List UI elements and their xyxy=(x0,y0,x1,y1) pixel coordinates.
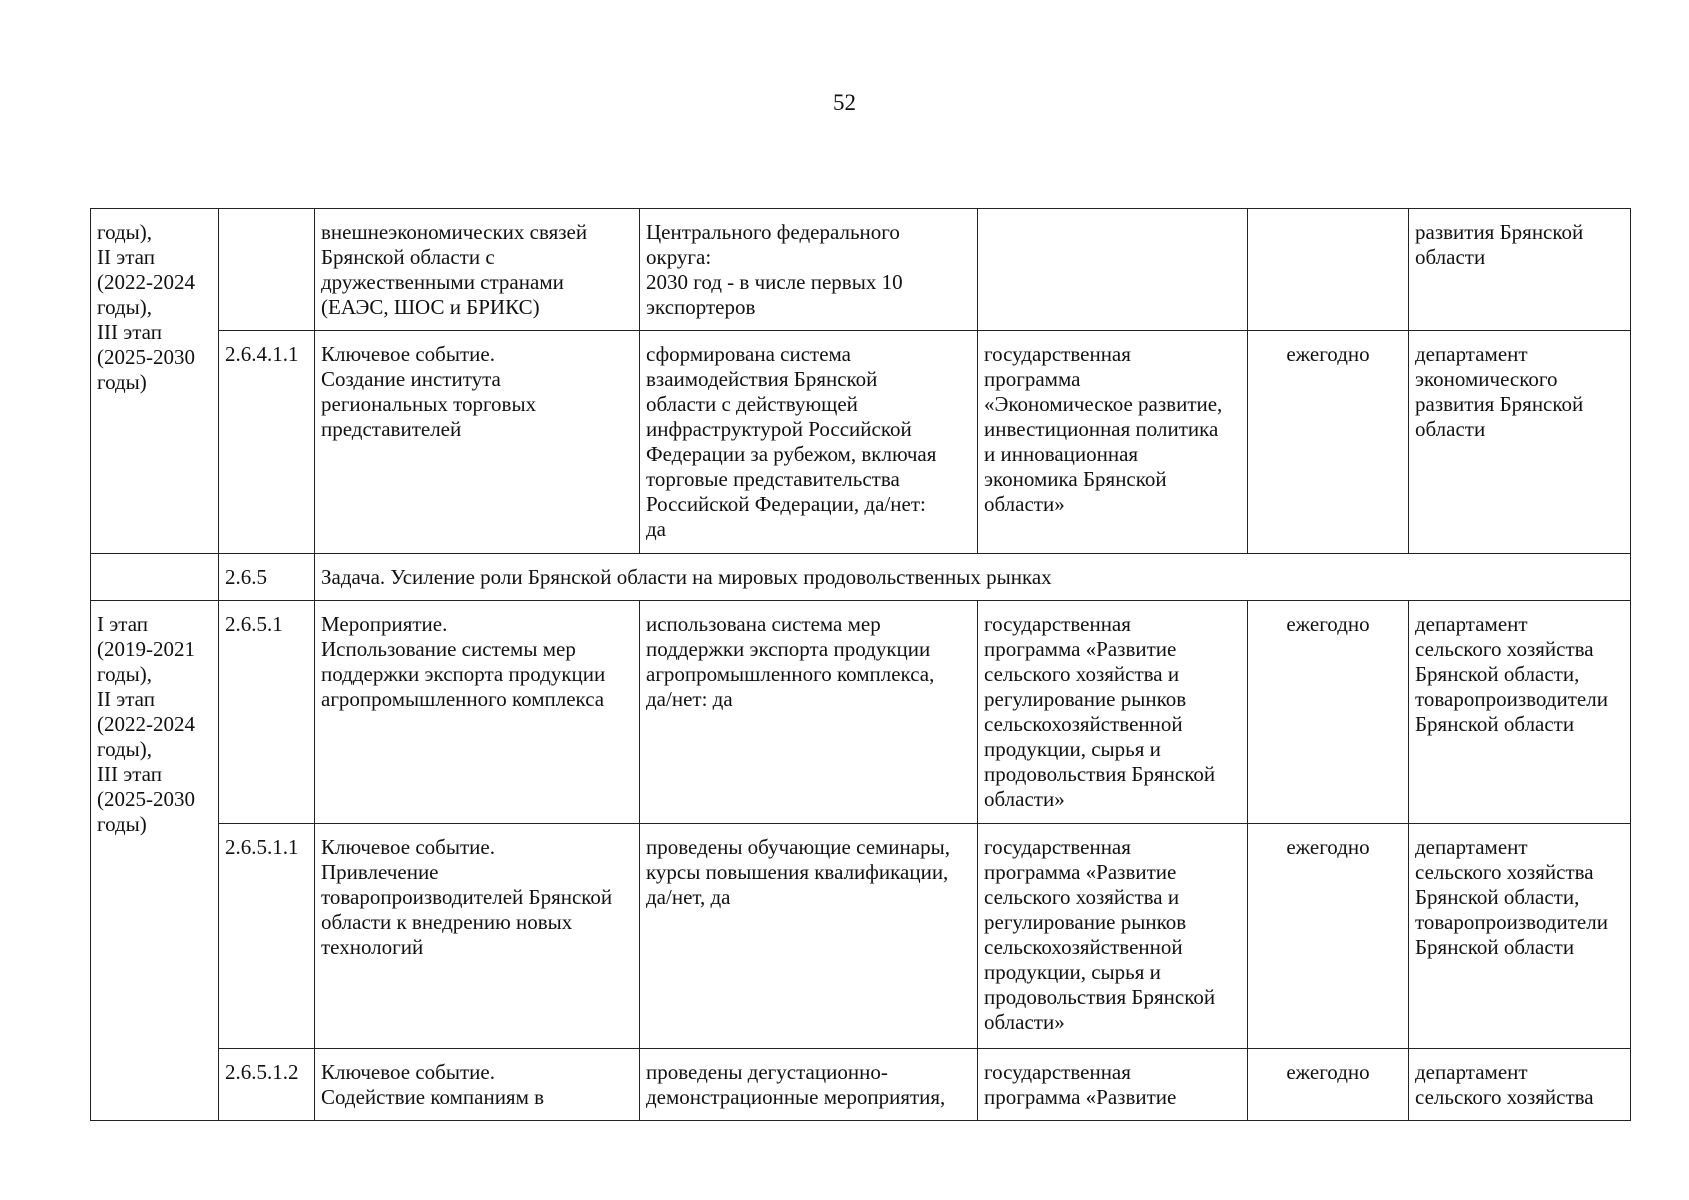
term-cell: ежегодно xyxy=(1248,331,1409,554)
term-cell: ежегодно xyxy=(1248,824,1409,1049)
task-text: Задача. Усиление роли Брянской области на мировых продовольственных рынках xyxy=(315,554,1631,601)
table-row xyxy=(91,824,1631,1049)
executor-cell: департамент сельского хозяйства Брянской области, товаропроизводители Брянской области xyxy=(1409,824,1631,1049)
plan-table xyxy=(90,208,1631,1121)
executor-cell: департамент экономического развития Брянской области xyxy=(1409,331,1631,554)
indicator-cell: использована система мер поддержки экспорта продукции агропромышленного комплекса, да/нет: да xyxy=(640,601,978,824)
executor-cell: департамент сельского хозяйства xyxy=(1409,1049,1631,1121)
name-cell: Ключевое событие. Содействие компаниям в xyxy=(315,1049,640,1121)
code-cell: 2.6.5.1.2 xyxy=(219,1049,315,1121)
indicator-cell: проведены дегустационно- демонстрационные мероприятия, xyxy=(640,1049,978,1121)
program-cell xyxy=(978,209,1248,331)
code-cell: 2.6.4.1.1 xyxy=(219,331,315,554)
name-cell: Мероприятие. Использование системы мер поддержки экспорта продукции агропромышленного комплекса xyxy=(315,601,640,824)
stage-cell: I этап (2019-2021 годы), II этап (2022-2024 годы), III этап (2025-2030 годы) xyxy=(91,601,219,1121)
table-row xyxy=(91,209,1631,331)
code-cell: 2.6.5 xyxy=(219,554,315,601)
code-cell xyxy=(219,209,315,331)
term-cell: ежегодно xyxy=(1248,601,1409,824)
program-cell: государственная программа «Развитие xyxy=(978,1049,1248,1121)
task-row xyxy=(91,554,1631,601)
table-row xyxy=(91,601,1631,824)
table-row xyxy=(91,1049,1631,1121)
program-cell: государственная программа «Экономическое развитие, инвестиционная политика и инновационная экономика Брянской области» xyxy=(978,331,1248,554)
term-cell: ежегодно xyxy=(1248,1049,1409,1121)
stage-cell: годы), II этап (2022-2024 годы), III этап (2025-2030 годы) xyxy=(91,209,219,554)
indicator-cell: сформирована система взаимодействия Брянской области с действующей инфраструктурой Российской Федерации за рубежом, включая торговые представительства Российской Федерации, да/нет: да xyxy=(640,331,978,554)
page-number: 52 xyxy=(833,90,856,115)
program-cell: государственная программа «Развитие сельского хозяйства и регулирование рынков сельскохозяйственной продукции, сырья и продовольствия Брянской области» xyxy=(978,601,1248,824)
name-cell: внешнеэкономических связей Брянской области с дружественными странами (ЕАЭС, ШОС и БРИКС) xyxy=(315,209,640,331)
executor-cell: развития Брянской области xyxy=(1409,209,1631,331)
code-cell: 2.6.5.1 xyxy=(219,601,315,824)
code-cell: 2.6.5.1.1 xyxy=(219,824,315,1049)
executor-cell: департамент сельского хозяйства Брянской области, товаропроизводители Брянской области xyxy=(1409,601,1631,824)
indicator-cell: проведены обучающие семинары, курсы повышения квалификации, да/нет, да xyxy=(640,824,978,1049)
term-cell xyxy=(1248,209,1409,331)
name-cell: Ключевое событие. Создание института региональных торговых представителей xyxy=(315,331,640,554)
stage-cell xyxy=(91,554,219,601)
program-cell: государственная программа «Развитие сельского хозяйства и регулирование рынков сельскохозяйственной продукции, сырья и продовольствия Брянской области» xyxy=(978,824,1248,1049)
indicator-cell: Центрального федерального округа: 2030 год - в числе первых 10 экспортеров xyxy=(640,209,978,331)
table-row xyxy=(91,331,1631,554)
name-cell: Ключевое событие. Привлечение товаропроизводителей Брянской области к внедрению новых технологий xyxy=(315,824,640,1049)
